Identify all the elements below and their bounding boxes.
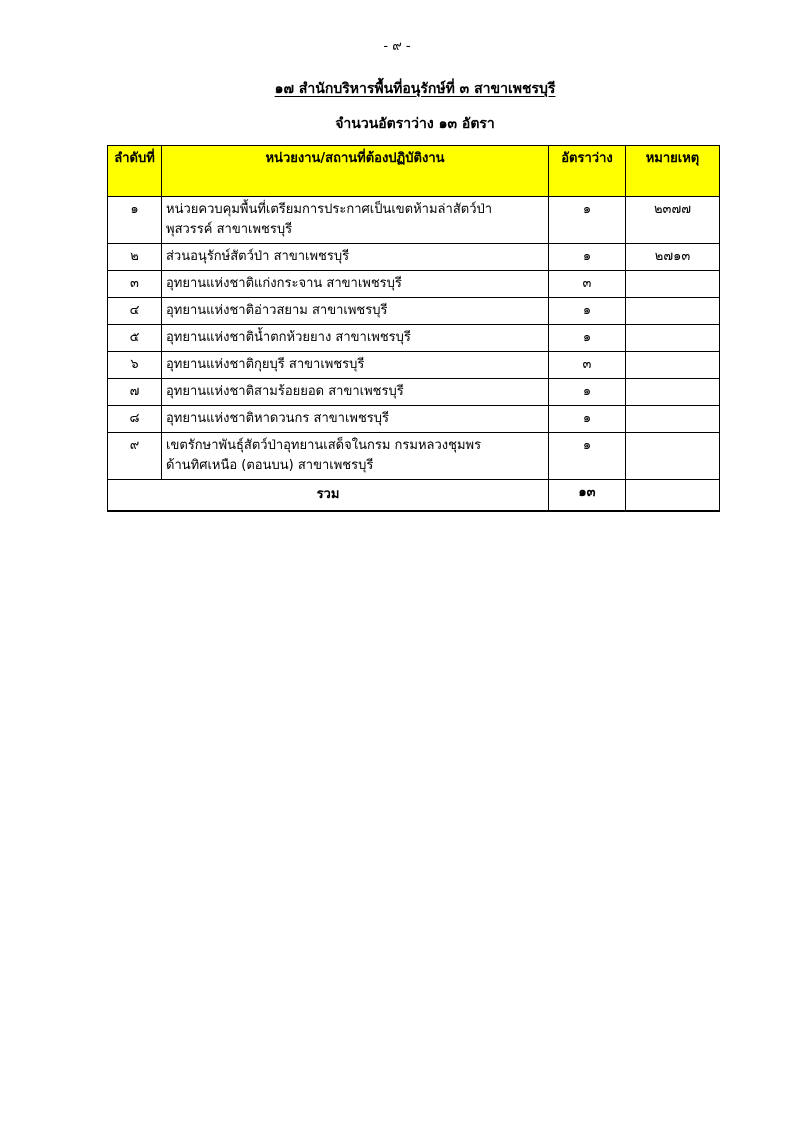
table-row xyxy=(108,244,720,271)
table-body xyxy=(108,197,720,512)
row-num: ๑ xyxy=(108,197,162,244)
row-unit xyxy=(162,271,549,298)
row-note xyxy=(626,433,720,480)
row-num: ๘ xyxy=(108,406,162,433)
row-vacancy: ๑ xyxy=(549,406,626,433)
table-row xyxy=(108,379,720,406)
row-vacancy: ๓ xyxy=(549,271,626,298)
row-note xyxy=(626,298,720,325)
table-row xyxy=(108,352,720,379)
row-unit-line1: อุทยานแห่งชาติอ่าวสยาม สาขาเพชรบุรี xyxy=(166,303,388,318)
row-note xyxy=(626,406,720,433)
header-note: หมายเหตุ xyxy=(626,146,720,197)
row-unit-line1: ส่วนอนุรักษ์สัตว์ป่า สาขาเพชรบุรี xyxy=(166,249,350,264)
row-num: ๙ xyxy=(108,433,162,480)
table-header-row xyxy=(108,146,720,197)
vacancy-table xyxy=(107,145,720,512)
row-note xyxy=(626,271,720,298)
header-unit: หน่วยงาน/สถานที่ต้องปฏิบัติงาน xyxy=(162,146,549,197)
table-row xyxy=(108,325,720,352)
row-unit-line1: อุทยานแห่งชาติน้ำตกห้วยยาง สาขาเพชรบุรี xyxy=(166,330,411,345)
header-vacancy: อัตราว่าง xyxy=(549,146,626,197)
row-unit xyxy=(162,325,549,352)
row-unit-line1: เขตรักษาพันธุ์สัตว์ป่าอุทยานเสด็จในกรม กรมหลวงชุมพร xyxy=(166,438,482,453)
row-vacancy: ๑ xyxy=(549,298,626,325)
row-unit xyxy=(162,406,549,433)
row-num: ๕ xyxy=(108,325,162,352)
row-vacancy: ๑ xyxy=(549,197,626,244)
row-num: ๒ xyxy=(108,244,162,271)
table-row xyxy=(108,406,720,433)
row-unit-line1: อุทยานแห่งชาติกุยบุรี สาขาเพชรบุรี xyxy=(166,357,365,372)
row-unit xyxy=(162,379,549,406)
section-heading xyxy=(0,78,794,100)
row-note xyxy=(626,352,720,379)
row-note: ๒๓๗๗ xyxy=(626,197,720,244)
row-vacancy: ๑ xyxy=(549,433,626,480)
row-note xyxy=(626,379,720,406)
page-number: - ๙ - xyxy=(383,39,411,54)
table-row xyxy=(108,298,720,325)
row-vacancy: ๓ xyxy=(549,352,626,379)
vacancy-count-heading: จำนวนอัตราว่าง ๑๓ อัตรา xyxy=(335,116,495,132)
row-unit xyxy=(162,433,549,480)
table-row xyxy=(108,433,720,480)
row-vacancy: ๑ xyxy=(549,244,626,271)
row-unit-line1: อุทยานแห่งชาติสามร้อยยอด สาขาเพชรบุรี xyxy=(166,384,404,399)
row-vacancy: ๑ xyxy=(549,325,626,352)
total-vacancy: ๑๓ xyxy=(549,480,626,512)
row-note: ๒๗๑๓ xyxy=(626,244,720,271)
total-row xyxy=(108,480,720,512)
row-unit-line1: อุทยานแห่งชาติแก่งกระจาน สาขาเพชรบุรี xyxy=(166,276,402,291)
table-row xyxy=(108,271,720,298)
row-vacancy: ๑ xyxy=(549,379,626,406)
row-unit-line1: หน่วยควบคุมพื้นที่เตรียมการประกาศเป็นเขตห้ามล่าสัตว์ป่า xyxy=(166,202,493,217)
row-unit-line2: พุสวรรค์ สาขาเพชรบุรี xyxy=(166,222,293,237)
row-note xyxy=(626,325,720,352)
total-label: รวม xyxy=(108,480,549,512)
row-unit-line2: ด้านทิศเหนือ (ตอนบน) สาขาเพชรบุรี xyxy=(166,458,374,473)
row-num: ๗ xyxy=(108,379,162,406)
row-unit xyxy=(162,244,549,271)
row-unit xyxy=(162,298,549,325)
header-num: ลำดับที่ xyxy=(108,146,162,197)
row-num: ๔ xyxy=(108,298,162,325)
section-heading-text: ๑๗ สำนักบริหารพื้นที่อนุรักษ์ที่ ๓ สาขาเพชรบุรี xyxy=(274,81,556,97)
row-num: ๖ xyxy=(108,352,162,379)
table-row xyxy=(108,197,720,244)
row-unit-line1: อุทยานแห่งชาติหาดวนกร สาขาเพชรบุรี xyxy=(166,411,389,426)
row-num: ๓ xyxy=(108,271,162,298)
row-unit xyxy=(162,197,549,244)
total-note xyxy=(626,480,720,512)
row-unit xyxy=(162,352,549,379)
